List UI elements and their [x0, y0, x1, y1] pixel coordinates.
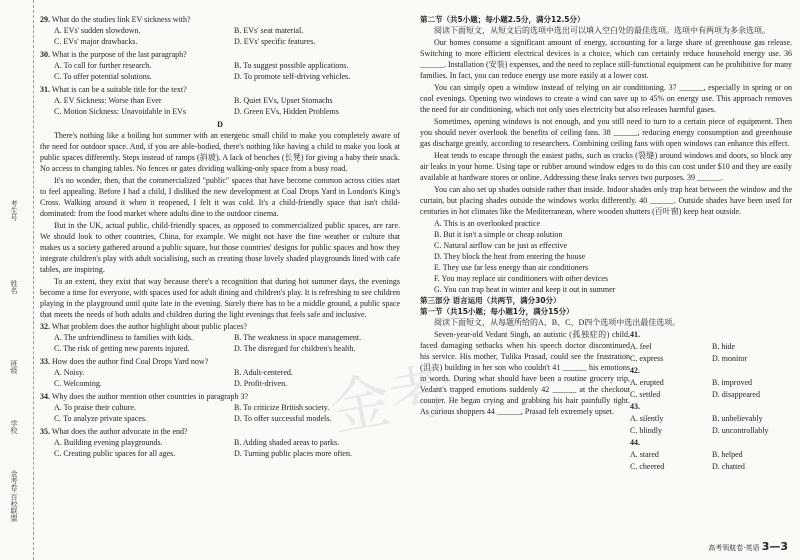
cloze-option: B. unbelievably	[712, 414, 763, 423]
passage-paragraph: You can also set up shades outside rather than inside. Indoor shades only trap heat between the window and the curtain, but placing shades outside the windows works differently. 40 ______. Outside shades have been used for centuries in hot climates like the Mediterranean, where wooden shutters (百叶窗) keep heat outside.	[420, 185, 792, 216]
option: C. EVs' major drawbacks.	[54, 37, 138, 46]
cloze-option: C. settled	[630, 390, 661, 399]
cloze-passage: Seven-year-old Vedant Singh, an autistic (孤独症的) child, faced damaging setbacks when his speech doctor discontinued his service. His mother, Tulika Prasad, could see the frustration (沮丧) building in her son who couldn't 41 ______ his emotions in words. During what should have been a routine grocery trip, Vedant's trapped emotions suddenly 42 ______ at the checkout counter. He began crying and grabbing his hair painfully tight. As curious shoppers 44 ______, Prasad felt extremely upset.	[420, 330, 630, 416]
cloze-number: 43.	[630, 402, 640, 411]
question-text: What do the studies link EV sickness with?	[51, 15, 191, 24]
answer-option: C. Natural airflow can be just as effective	[434, 241, 568, 250]
passage-paragraph: Sometimes, opening windows is not enough, and you still need to turn to a certain piece of equipment. Then you should never overlook the benefits of ceiling fans. 38 ______, reducing energy consumption and greenhouse gas discharge greatly, according to researchers. Combining ceiling fans with open windows can enhance this effect.	[420, 117, 792, 148]
footer-label: 高考领航卷·英语	[708, 544, 760, 552]
page-number: 3—3	[761, 540, 788, 553]
section-2-heading: 第二节（共5小题；每小题2.5分，满分12.5分）	[420, 15, 585, 24]
option: D. To offer successful models.	[234, 414, 332, 423]
question-text: What problem does the author highlight about public places?	[51, 322, 247, 331]
margin-label: 考生号	[10, 200, 18, 221]
option: C. Welcoming.	[54, 379, 102, 388]
question-number: 34.	[40, 392, 50, 401]
cloze-option: A. erupted	[630, 378, 664, 387]
cloze-number: 42.	[630, 366, 640, 375]
option: B. Adult-centered.	[234, 368, 293, 377]
section-3-subheading: 第一节（共15小题；每小题1分，满分15分）	[420, 307, 574, 316]
options	[40, 60, 400, 82]
cloze-option: D. chatted	[712, 462, 745, 471]
question-stem	[40, 49, 400, 60]
option: A. Building evening playgrounds.	[54, 438, 163, 447]
option: C. Creating public spaces for all ages.	[54, 449, 176, 458]
question-stem	[40, 356, 400, 367]
passage-paragraph: Heat tends to escape through the easiest paths, such as cracks (裂缝) around windows and doors, so block any air leaks in your home. Using tape or rubber around window edges to do this can cost under $10 and they are easily available at hardware stores or online. Addressing these leaks serves two purposes. 39 ______.	[420, 151, 792, 182]
option: C. To analyze private spaces.	[54, 414, 148, 423]
cloze-item	[630, 401, 792, 437]
question-text: How does the author find Coal Drops Yard now?	[52, 357, 209, 366]
cloze-option: A. silently	[630, 414, 664, 423]
option: C. To offer potential solutions.	[54, 72, 152, 81]
question-text: What is the purpose of the last paragraph?	[51, 50, 187, 59]
answer-option: D. They block the heat from entering the house	[434, 252, 586, 261]
cloze-item	[630, 437, 792, 473]
answer-option: E. They use far less energy than air conditioners	[434, 263, 589, 272]
cloze-option: A. feel	[630, 342, 652, 351]
option: B. EVs' seat material.	[234, 26, 304, 35]
option: D. Green EVs, Hidden Problems	[234, 107, 339, 116]
option: A. To call for further research.	[54, 61, 152, 70]
cloze-option: B. helped	[712, 450, 743, 459]
options	[40, 332, 400, 354]
watermark: 金考	[324, 355, 456, 445]
passage-paragraph: It's no wonder, then, that the commercialized "public" spaces that have become common across cities start to feel appealing. Before I had a child, I disliked the new development at Coal Drops Yard in London's King's Cross. Walking around it when it reopened, I felt it was cold. It's a child-friendly space that isn't child-dominated: from the food market where adults dine to the outdoor cinema.	[40, 176, 400, 218]
cloze-number: 44.	[630, 438, 640, 447]
cloze-option: C. express	[630, 354, 664, 363]
cloze-option: C. cheered	[630, 462, 665, 471]
answer-option: B. But it isn't a simple or cheap solution	[434, 230, 563, 239]
section-d-title: D	[217, 120, 223, 129]
option: D. Profit-driven.	[234, 379, 288, 388]
answer-option: G. You can trap heat in winter and keep it out in summer	[434, 285, 616, 294]
right-column	[420, 14, 792, 473]
question-number: 31.	[40, 85, 50, 94]
question	[40, 49, 400, 82]
answer-option: A. This is an overlooked practice	[434, 219, 541, 228]
option: A. EVs' sudden slowdown.	[54, 26, 141, 35]
question-number: 32.	[40, 322, 50, 331]
question	[40, 84, 400, 117]
cloze-option: D. disappeared	[712, 390, 760, 399]
cloze-option: A. stared	[630, 450, 659, 459]
option: B. Adding shaded areas to parks.	[234, 438, 340, 447]
options	[40, 95, 400, 117]
option: D. To promote self-driving vehicles.	[234, 72, 351, 81]
question-number: 30.	[40, 50, 50, 59]
option: D. EVs' specific features.	[234, 37, 316, 46]
passage-paragraph: To an extent, they exist that way because there's a recognition that during hot summer days, the evenings become a time for everyone, with spaces used for adult dining and children's play. It is refreshing to see children playing in the playground until quite late in the evening. Surely there has to be a middle ground, a public space that meets the needs of both adults and children during the light evenings that feels safe and inclusive.	[40, 277, 400, 319]
section-2-instructions: 阅读下面短文，从短文后的选项中选出可以填入空白处的最佳选项。选项中有两项为多余选项。	[434, 26, 770, 35]
passage-paragraph: But in the UK, actual public, child-friendly spaces, as opposed to commercialized public spaces, are rare. We should look to other countries, China, for example. We might not have the fine weather or culture that makes us a society gathered around a public square, but those countries' designs for public spaces and how they integrate children's play with adult socialising, such as creating those lovely shaded playgrounds lined with cafe tables, are inspiring.	[40, 221, 400, 274]
margin-label: 学校	[10, 420, 18, 434]
question	[40, 14, 400, 47]
option: B. To suggest possible applications.	[234, 61, 349, 70]
option: D. The disregard for children's health.	[234, 344, 356, 353]
option: B. Quiet EVs, Upset Stomachs	[234, 96, 333, 105]
option: A. To praise their culture.	[54, 403, 136, 412]
option: C. Motion Sickness: Unavoidable in EVs	[54, 107, 186, 116]
option: C. The risk of getting new parents injured.	[54, 344, 190, 353]
question-number: 35.	[40, 427, 50, 436]
cloze-option: D. uncontrollably	[712, 426, 769, 435]
option: A. EV Sickness: Worse than Ever	[54, 96, 162, 105]
cloze-option: B. hide	[712, 342, 736, 351]
section-3-heading: 第三部分 语言运用（共两节，满分30分）	[420, 296, 561, 305]
question-text: Why does the author mention other countries in paragraph 3?	[51, 392, 249, 401]
cloze-option: D. monitor	[712, 354, 748, 363]
cloze-option: B. improved	[712, 378, 752, 387]
question-number: 33.	[40, 357, 50, 366]
cloze-item	[630, 329, 792, 365]
margin-label: 姓名	[10, 280, 18, 294]
cloze-number: 41.	[630, 330, 640, 339]
question	[40, 321, 400, 354]
option: D. Turning public places more often.	[234, 449, 352, 458]
binding-margin	[0, 0, 34, 560]
passage-paragraph: There's nothing like a boiling hot summer with an energetic small child to make you completely aware of the need for outdoor space. And, if you are able-bodied, there's nothing like having a child to make you look at public spaces differently. Steps instead of ramps (斜坡). A lack of benches (长凳) for giving a baby their snack. No access to changing tables. No fences or gates dividing walking-only space from a busy road.	[40, 131, 400, 173]
margin-label: 班级	[10, 360, 18, 374]
question-number: 29.	[40, 15, 50, 24]
question-text: What does the author advocate in the end?	[51, 427, 188, 436]
cloze-item	[630, 365, 792, 401]
option: A. The unfriendliness to families with kids.	[54, 333, 193, 342]
option: B. To criticize British society.	[234, 403, 330, 412]
option: A. Noisy.	[54, 368, 85, 377]
passage-paragraph: Our homes consume a significant amount of energy, accounting for a large share of greenhouse gas release. Switching to more efficient electrical devices is a choice, which can certainly reduce household energy use. 36 ______. Installation (安装) expenses, and the need to replace still-functional equipment can be prohibitive for many families. In fact, you can reduce energy use more easily at a lower cost.	[420, 38, 792, 80]
question-text: What is can be a suitable title for the text?	[51, 85, 187, 94]
question-stem	[40, 84, 400, 95]
section-3-instructions: 阅读下面短文，从每题所给的A、B、C、D四个选项中选出最佳选项。	[434, 318, 681, 327]
options	[40, 25, 400, 47]
question-stem	[40, 14, 400, 25]
margin-label: 金考卷·百校联盟	[10, 470, 18, 522]
cloze-option: C. blindly	[630, 426, 663, 435]
option: B. The weakness in space management.	[234, 333, 362, 342]
answer-option: F. You may replace air conditioners with other devices	[434, 274, 608, 283]
page-footer	[708, 541, 788, 554]
question-stem	[40, 321, 400, 332]
passage-paragraph: You can simply open a window instead of relying on air conditioning. 37 ______, especially in spring or on cool evenings. Opening two windows to create a wind can save up to 45% on energy use. This approach removes the need for air conditioning, which not only uses electricity but also releases harmful gases.	[420, 83, 792, 114]
